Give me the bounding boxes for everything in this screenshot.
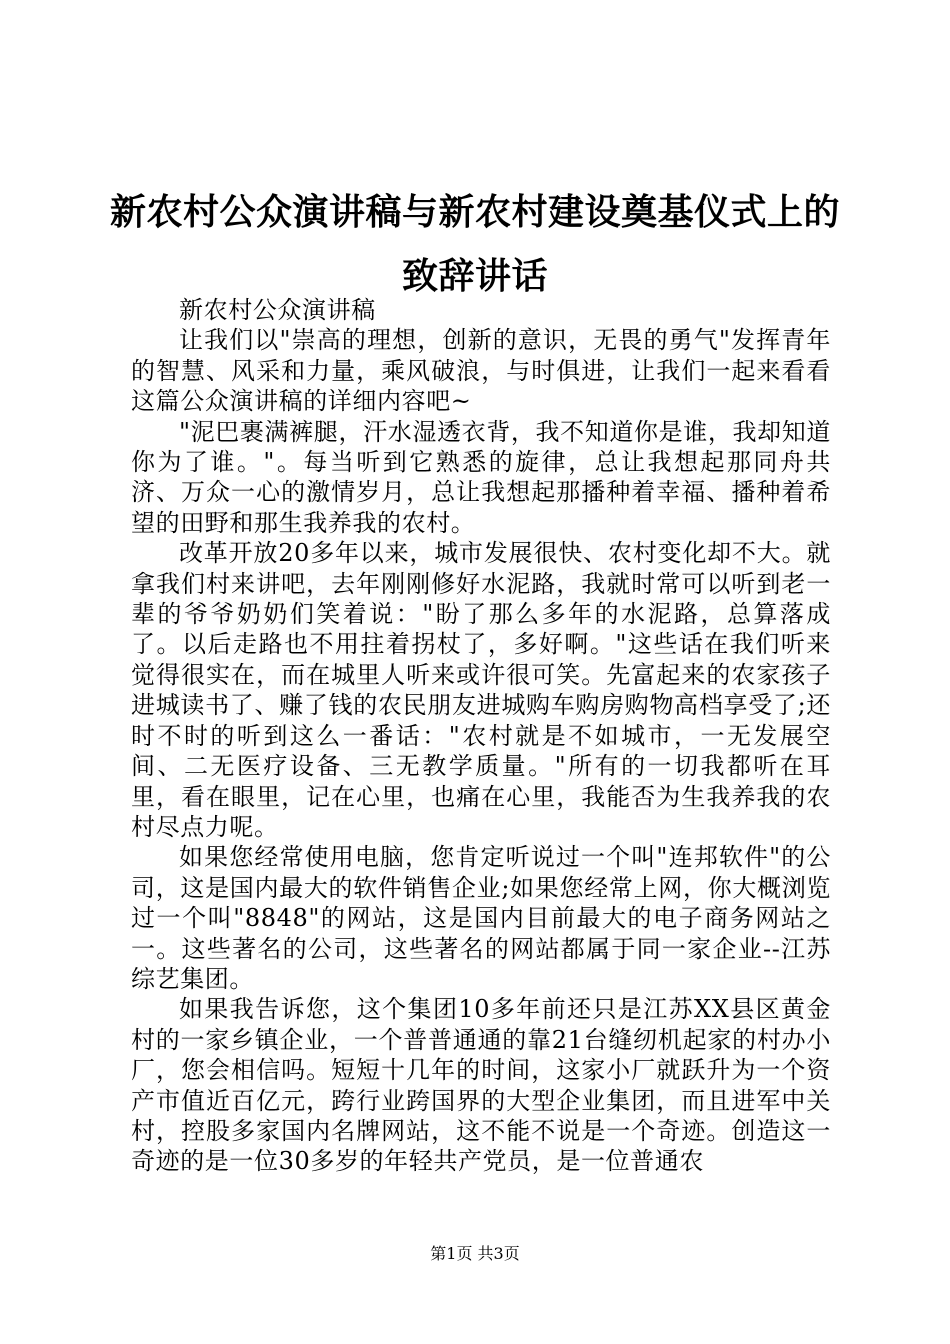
paragraph-subtitle: 新农村公众演讲稿 [179, 296, 376, 324]
paragraph: 如果您经常使用电脑，您肯定听说过一个叫"连邦软件"的公司，这是国内最大的软件销售企业;如果您经常上网，你大概浏览过一个叫"8848"的网站，这是国内目前最大的电子商务网站之一。这些著名的公司，这些著名的网站都属于同一家企业--江苏综艺集团。 [131, 843, 831, 993]
document-title: 新农村公众演讲稿与新农村建设奠基仪式上的致辞讲话 [109, 191, 840, 297]
paragraph: "泥巴裹满裤腿，汗水湿透衣背，我不知道你是谁，我却知道你为了谁。"。每当听到它熟悉的旋律，总让我想起那同舟共济、万众一心的激情岁月，总让我想起那播种着幸福、播种着希望的田野和那生我养我的农村。 [131, 417, 831, 537]
paragraph: 让我们以"崇高的理想，创新的意识，无畏的勇气"发挥青年的智慧、风采和力量，乘风破浪，与时俱进，让我们一起来看看这篇公众演讲稿的详细内容吧~ [131, 326, 831, 416]
document-body [131, 295, 831, 1177]
paragraph: 如果我告诉您，这个集团10多年前还只是江苏XX县区黄金村的一家乡镇企业，一个普普通通的靠21台缝纫机起家的村办小厂，您会相信吗。短短十几年的时间，这家小厂就跃升为一个资产市值近百亿元，跨行业跨国界的大型企业集团，而且进军中关村，控股多家国内名牌网站，这不能不说是一个奇迹。创造这一奇迹的是一位30多岁的年轻共产党员，是一位普通农 [131, 995, 831, 1176]
paragraph: 改革开放20多年以来，城市发展很快、农村变化却不大。就拿我们村来讲吧，去年刚刚修好水泥路，我就时常可以听到老一辈的爷爷奶奶们笑着说："盼了那么多年的水泥路，总算落成了。以后走路也不用拄着拐杖了，多好啊。"这些话在我们听来觉得很实在，而在城里人听来或许很可笑。先富起来的农家孩子进城读书了、赚了钱的农民朋友进城购车购房购物高档享受了;还时不时的听到这么一番话："农村就是不如城市，一无发展空间、二无医疗设备、三无教学质量。"所有的一切我都听在耳里，看在眼里，记在心里，也痛在心里，我能否为生我养我的农村尽点力呢。 [131, 539, 831, 841]
page-number-footer: 第1页 共3页 [430, 1244, 520, 1263]
